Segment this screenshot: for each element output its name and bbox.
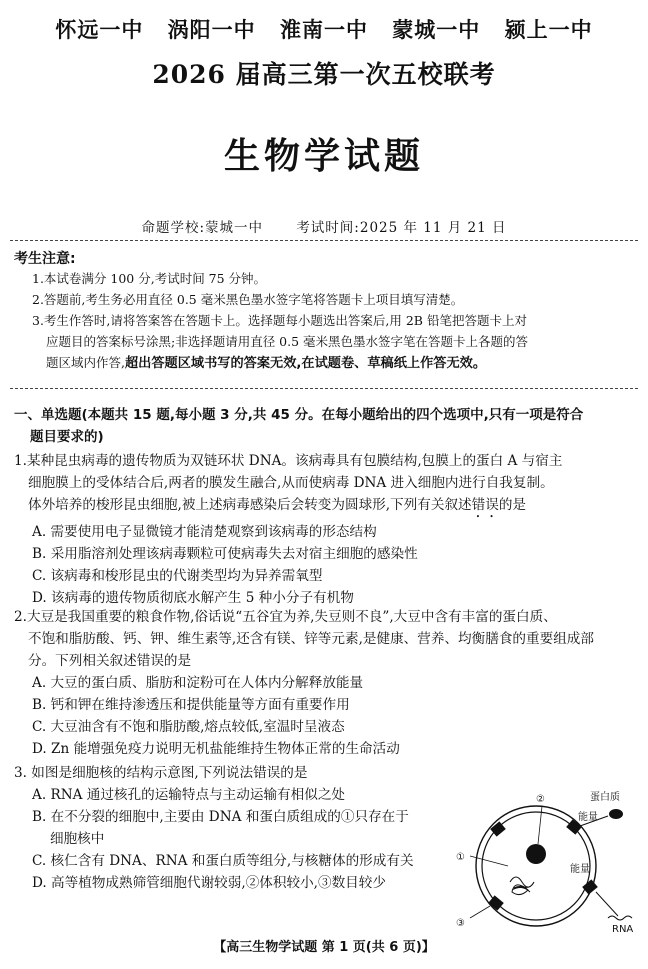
notice-warning: 超出答题区域书写的答案无效,在试题卷、草稿纸上作答无效。	[124, 356, 487, 371]
notice-item-1: 1.本试卷满分 100 分,考试时间 75 分钟。	[32, 271, 267, 286]
q3-stem: 3. 如图是细胞核的结构示意图,下列说法错误的是	[14, 765, 308, 781]
label-3: ③	[456, 918, 465, 929]
school-names: 怀远一中 涡阳一中 淮南一中 蒙城一中 颍上一中	[55, 18, 593, 42]
nucleus-diagram	[448, 786, 644, 936]
q2-option-a: A. 大豆的蛋白质、脂肪和淀粉可在人体内分解释放能量	[32, 675, 364, 691]
exam-meta	[0, 216, 648, 236]
question-3	[14, 762, 454, 894]
q3-option-b-line2: 细胞核中	[50, 831, 105, 847]
section-heading-line2: 题目要求的)	[30, 429, 104, 445]
notice-item-2: 2.答题前,考生务必用直径 0.5 毫米黑色墨水签字笔将答题卡上项目填写清楚。	[32, 292, 464, 307]
label-3-pointer	[470, 906, 490, 918]
q2-option-b: B. 钙和钾在维持渗透压和提供能量等方面有重要作用	[32, 697, 350, 713]
notice-item-3-line3	[32, 352, 632, 374]
q3-option-a: A. RNA 通过核孔的运输特点与主动运输有相似之处	[32, 787, 346, 803]
q1-option-a: A. 需要使用电子显微镜才能清楚观察到该病毒的形态结构	[32, 524, 377, 540]
q1-stem-end: 的是	[498, 497, 527, 513]
rna-strand	[608, 916, 632, 920]
notice-item-3-text: 题区域内作答,	[46, 355, 125, 370]
q2-option-d: D. Zn 能增强免疫力说明无机盐能维持生物体正常的生命活动	[32, 741, 400, 757]
q1-emphasis: 错误	[471, 497, 499, 513]
q3-option-c: C. 核仁含有 DNA、RNA 和蛋白质等组分,与核糖体的形成有关	[32, 853, 414, 869]
q1-option-d: D. 该病毒的遗传物质彻底水解产生 5 种小分子有机物	[32, 590, 354, 606]
q2-stem-line1: 2.大豆是我国重要的粮食作物,俗话说“五谷宜为养,失豆则不良”,大豆中含有丰富的蛋白质、	[14, 609, 557, 625]
notice-item-3-line2: 应题目的答案标号涂黑;非选择题请用直径 0.5 毫米黑色墨水签字笔在答题卡上各题的答	[46, 334, 529, 349]
chromatin	[510, 877, 534, 895]
label-rna: RNA	[612, 924, 634, 935]
q1-stem-line1: 1.某种昆虫病毒的遗传物质为双链环状 DNA。该病毒具有包膜结构,包膜上的蛋白 A 与宿主	[14, 453, 563, 469]
rna-arrow	[596, 892, 618, 916]
nuclear-pore-4	[488, 895, 504, 910]
q1-stem-text: 体外培养的梭形昆虫细胞,被上述病毒感染后会转变为圆球形,下列有关叙述	[28, 497, 472, 513]
question-2	[14, 606, 638, 760]
q2-option-c: C. 大豆油含有不饱和脂肪酸,熔点较低,室温时呈液态	[32, 719, 345, 735]
q2-stem-line2: 不饱和脂肪酸、钙、钾、维生素等,还含有镁、锌等元素,是健康、营养、均衡膳食的重要组成部	[28, 631, 594, 647]
protein-blob	[609, 809, 623, 819]
divider-bottom	[10, 388, 638, 389]
q1-stem-line2: 细胞膜上的受体结合后,两者的膜发生融合,从而使病毒 DNA 进入细胞内进行自我复制。	[28, 475, 554, 491]
label-1: ①	[456, 852, 465, 863]
label-2: ②	[536, 794, 545, 805]
label-energy-right: 能量	[570, 864, 590, 875]
proposer-school: 命题学校:蒙城一中	[141, 220, 264, 236]
nucleolus	[526, 844, 546, 864]
page-footer: 【高三生物学试题 第 1 页(共 6 页)】	[213, 940, 435, 955]
notice-title: 考生注意:	[14, 251, 76, 267]
q1-stem-line3	[14, 494, 638, 521]
exam-time: 考试时间:2025 年 11 月 21 日	[296, 220, 507, 236]
label-energy-top: 能量	[578, 812, 598, 823]
notice-item-3-line1: 3.考生作答时,请将答案答在答题卡上。选择题每小题选出答案后,用 2B 铅笔把答题卡上对	[32, 313, 527, 328]
label-protein: 蛋白质	[590, 792, 620, 803]
nuclear-pore-3	[582, 879, 598, 894]
q1-option-c: C. 该病毒和梭形昆虫的代谢类型均为异养需氧型	[32, 568, 323, 584]
question-1	[14, 450, 638, 609]
q2-stem-line3: 分。下列相关叙述错误的是	[28, 653, 192, 669]
section-heading	[14, 404, 638, 448]
section-heading-line1: 一、单选题(本题共 15 题,每小题 3 分,共 45 分。在每小题给出的四个选项中,只有一项是符合	[14, 407, 584, 423]
q3-option-d: D. 高等植物成熟筛管细胞代谢较弱,②体积较小,③数目较少	[32, 875, 386, 891]
divider-top	[10, 240, 638, 241]
q3-option-b-line1: B. 在不分裂的细胞中,主要由 DNA 和蛋白质组成的①只存在于	[32, 809, 409, 825]
exam-title: 2026 届高三第一次五校联考	[152, 60, 496, 89]
subject-title: 生物学试题	[223, 136, 424, 177]
notice-body	[32, 268, 632, 374]
q1-option-b: B. 采用脂溶剂处理该病毒颗粒可使病毒失去对宿主细胞的感染性	[32, 546, 418, 562]
